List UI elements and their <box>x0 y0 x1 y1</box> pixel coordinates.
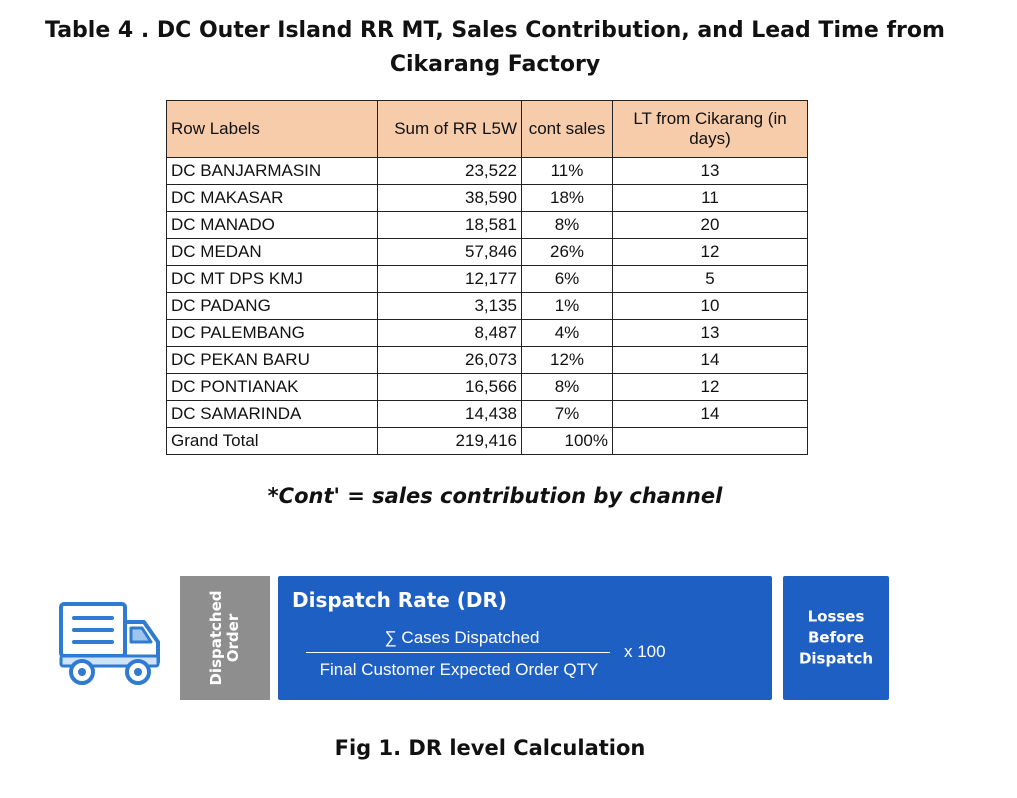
lt-value: 12 <box>613 374 808 401</box>
lt-value: 11 <box>613 185 808 212</box>
rr-value: 57,846 <box>378 239 522 266</box>
grand-total-row <box>167 428 808 455</box>
rr-value: 12,177 <box>378 266 522 293</box>
losses-box <box>783 576 889 700</box>
losses-line2: Before <box>807 628 864 647</box>
cont-value: 4% <box>522 320 613 347</box>
losses-line3: Dispatch <box>798 649 874 668</box>
table-row <box>167 374 808 401</box>
rr-value: 8,487 <box>378 320 522 347</box>
row-label: DC PADANG <box>167 293 378 320</box>
dr-title: Dispatch Rate (DR) <box>292 588 508 612</box>
cont-value: 11% <box>522 158 613 185</box>
dispatched-order-box <box>180 576 270 700</box>
dc-table <box>166 100 808 455</box>
row-label: DC MT DPS KMJ <box>167 266 378 293</box>
table-row <box>167 158 808 185</box>
cont-value: 8% <box>522 374 613 401</box>
total-cont: 100% <box>522 428 613 455</box>
lt-value: 10 <box>613 293 808 320</box>
losses-label <box>783 607 889 670</box>
lt-value: 20 <box>613 212 808 239</box>
row-label: DC SAMARINDA <box>167 401 378 428</box>
rr-value: 3,135 <box>378 293 522 320</box>
cont-value: 1% <box>522 293 613 320</box>
formula-numerator: ∑ Cases Dispatched <box>384 628 540 647</box>
table-row <box>167 239 808 266</box>
row-label: DC PONTIANAK <box>167 374 378 401</box>
table-header-row <box>167 101 808 158</box>
cont-value: 6% <box>522 266 613 293</box>
row-label: DC MEDAN <box>167 239 378 266</box>
cont-value: 26% <box>522 239 613 266</box>
lt-value: 5 <box>613 266 808 293</box>
lt-value: 13 <box>613 320 808 347</box>
row-label: DC PALEMBANG <box>167 320 378 347</box>
dispatched-label-line1: Dispatched <box>207 590 225 686</box>
rr-value: 23,522 <box>378 158 522 185</box>
row-label: DC PEKAN BARU <box>167 347 378 374</box>
total-rr: 219,416 <box>378 428 522 455</box>
title-line-2: Cikarang Factory <box>389 52 601 77</box>
table-row <box>167 293 808 320</box>
lt-value: 13 <box>613 158 808 185</box>
table-row <box>167 347 808 374</box>
losses-line1: Losses <box>807 607 865 626</box>
table-row <box>167 266 808 293</box>
header-lead-time: LT from Cikarang (in days) <box>613 101 808 158</box>
lt-value: 14 <box>613 401 808 428</box>
lt-value: 12 <box>613 239 808 266</box>
row-label: DC BANJARMASIN <box>167 158 378 185</box>
figure-caption: Fig 1. DR level Calculation <box>334 736 646 760</box>
table-title <box>0 14 990 82</box>
formula-multiplier: x 100 <box>624 642 666 661</box>
rr-value: 14,438 <box>378 401 522 428</box>
header-sum-rr: Sum of RR L5W <box>378 101 522 158</box>
formula-denominator: Final Customer Expected Order QTY <box>319 660 599 679</box>
cont-value: 12% <box>522 347 613 374</box>
cont-value: 18% <box>522 185 613 212</box>
table-row <box>167 401 808 428</box>
rr-value: 38,590 <box>378 185 522 212</box>
title-line-1: Table 4 . DC Outer Island RR MT, Sales Contribution, and Lead Time from <box>45 18 945 43</box>
cont-value: 7% <box>522 401 613 428</box>
table-note: *Cont' = sales contribution by channel <box>267 484 723 508</box>
row-label: DC MAKASAR <box>167 185 378 212</box>
total-lt <box>613 428 808 455</box>
table-row <box>167 185 808 212</box>
row-label: DC MANADO <box>167 212 378 239</box>
lt-value: 14 <box>613 347 808 374</box>
rr-value: 26,073 <box>378 347 522 374</box>
rr-value: 16,566 <box>378 374 522 401</box>
dispatched-label-line2: Order <box>224 613 242 663</box>
rr-value: 18,581 <box>378 212 522 239</box>
dispatch-rate-box <box>278 576 772 700</box>
header-row-labels: Row Labels <box>167 101 378 158</box>
table-row <box>167 320 808 347</box>
cont-value: 8% <box>522 212 613 239</box>
header-cont-sales: cont sales <box>522 101 613 158</box>
total-label: Grand Total <box>167 428 378 455</box>
table-row <box>167 212 808 239</box>
dispatched-order-label <box>208 590 242 685</box>
delivery-truck-icon <box>58 600 164 695</box>
fraction-line <box>306 652 610 653</box>
